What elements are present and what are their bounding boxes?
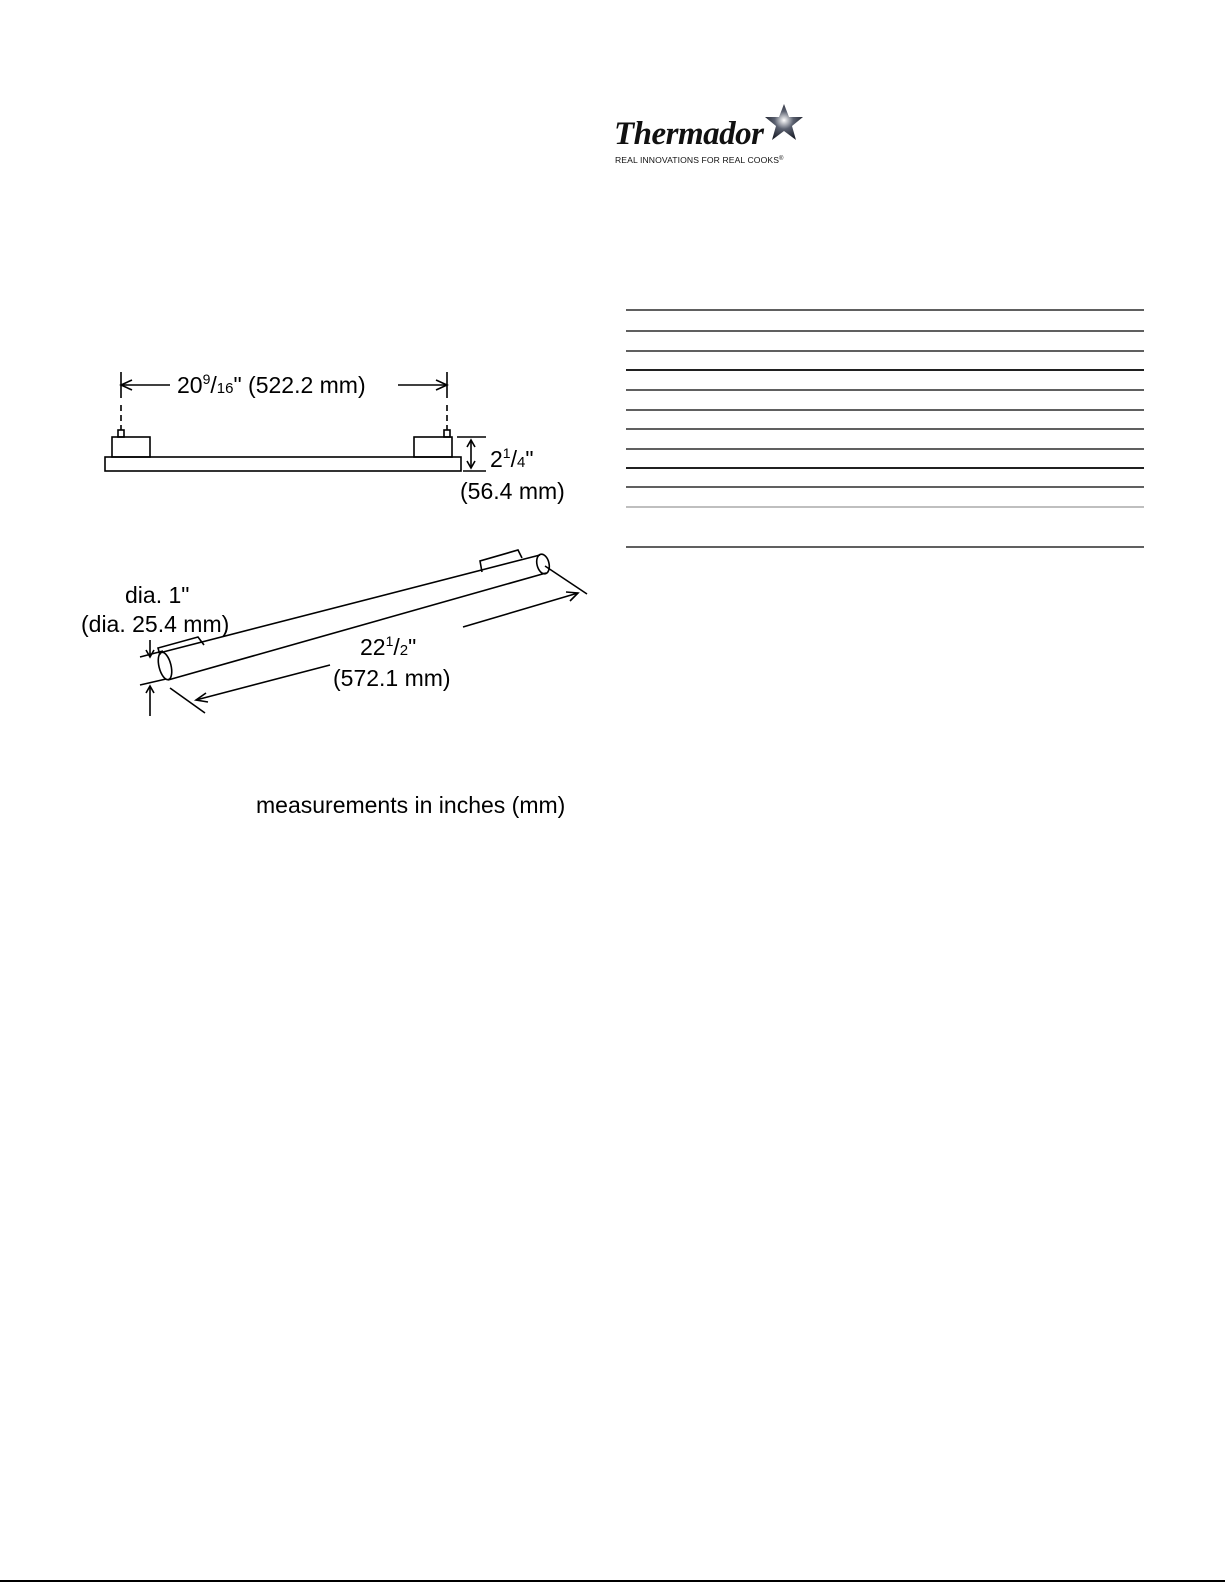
page-bottom-rule bbox=[0, 1580, 1225, 1582]
spec-table-rules bbox=[626, 300, 1144, 560]
brand-tagline: REAL INNOVATIONS FOR REAL COOKS® bbox=[615, 155, 784, 165]
diameter-dimension: dia. 1" bbox=[125, 582, 190, 608]
length-dimension-iso: $22^1/2$" bbox=[360, 633, 417, 660]
length-dimension-top: $20^9/16$" (522.2 mm) bbox=[177, 371, 366, 398]
diameter-dimension-mm: (dia. 25.4 mm) bbox=[81, 611, 230, 637]
height-dimension-mm: (56.4 mm) bbox=[460, 478, 565, 504]
brand-logo bbox=[614, 100, 814, 170]
measurement-caption: measurements in inches (mm) bbox=[256, 792, 566, 818]
length-dimension-iso-mm: (572.1 mm) bbox=[333, 665, 451, 691]
brand-wordmark: Thermador bbox=[614, 116, 764, 152]
star-icon bbox=[764, 102, 804, 142]
height-dimension: $2^1/4$" bbox=[490, 445, 534, 472]
